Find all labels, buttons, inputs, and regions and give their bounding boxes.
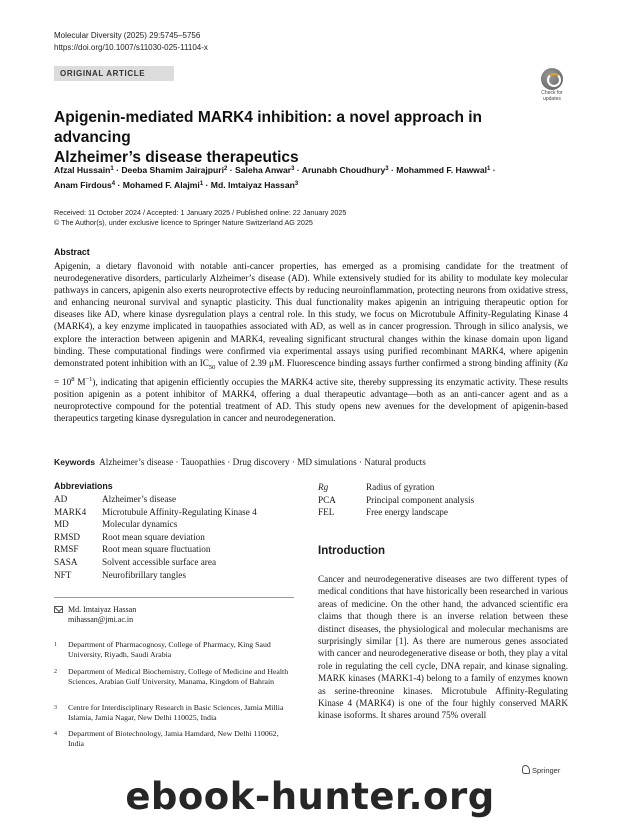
abbreviations-list-left bbox=[54, 493, 257, 581]
abbreviation-row: Rg Radius of gyration bbox=[318, 482, 435, 492]
check-badge-line1: Check for bbox=[541, 90, 563, 96]
keywords-list: Alzheimer’s disease · Tauopathies · Drug discovery · MD simulations · Natural products bbox=[99, 457, 426, 467]
envelope-icon bbox=[54, 606, 63, 613]
author-list: Afzal Hussain$^1$ · Deeba Shamim Jairajpuri$^2$ · Saleha Anwar$^3$ · Arunabh Choudhury$^3$ · Mohammed F. Hawwal$^1$ · Anam Firdous$^4$ · Mohamed F. Alajmi$^1$ · Md. Imtaiyaz Hassan$^3$ bbox=[54, 165, 496, 190]
publisher-name: Springer bbox=[532, 766, 561, 775]
affiliation: 2 Department of Medical Biochemistry, College of Medicine and Health Sciences, Arabian Gulf University, Manama, Kingdom of Bahrain bbox=[54, 667, 289, 686]
journal-citation: Molecular Diversity (2025) 29:5745–5756 bbox=[54, 31, 201, 40]
corresponding-author-email[interactable]: mihassan@jmi.ac.in bbox=[68, 615, 134, 624]
author[interactable]: Anam Firdous$^4$ bbox=[54, 180, 116, 190]
abstract-heading: Abstract bbox=[54, 247, 90, 257]
author[interactable]: Mohammed F. Hawwal$^1$ bbox=[396, 165, 491, 175]
author[interactable]: Mohamed F. Alajmi$^1$ bbox=[122, 180, 204, 190]
author[interactable]: Saleha Anwar$^3$ bbox=[235, 165, 295, 175]
check-for-updates-icon bbox=[541, 68, 563, 90]
author[interactable]: Afzal Hussain$^1$ bbox=[54, 165, 114, 175]
abbreviation-row: NFT Neurofibrillary tangles bbox=[54, 569, 186, 580]
introduction-body: Cancer and neurodegenerative diseases are two different types of medical conditions that have historically been researched in various areas of medicine. On the other hand, the advanced scientific era claims that though there is an inverse relation between these distinct diseases, the physiological and molecular mechanisms are surprisingly similar [1]. As there are numerous genes associated with cancer and neurodegenerative disease or both, they play a vital role in regulating the cell cycle, DNA repair, and kinase signaling. MARK kinases (MARK1-4) belong to a family of enzymes known as serine-threonine kinases. Microtubule Affinity-Regulating Kinase 4 (MARK4) is one of the four highly conserved MARK kinase isoforms. It shares around 75% overall bbox=[318, 574, 568, 721]
article-title bbox=[54, 108, 554, 168]
abbreviation-row: MARK4 Microtubule Affinity-Regulating Kinase 4 bbox=[54, 506, 257, 517]
affiliation: 1 Department of Pharmacognosy, College of Pharmacy, King Saud University, Riyadh, Saudi Arabia bbox=[54, 640, 271, 659]
footnote-divider bbox=[54, 597, 294, 598]
abbreviation-row: RMSD Root mean square deviation bbox=[54, 531, 205, 542]
abstract-body: Apigenin, a dietary flavonoid with notable anti-cancer properties, has emerged as a promising candidate for the treatment of neurodegenerative disorders, particularly Alzheimer’s disease (AD). While extensively studied for its ability to modulate key molecular pathways in cancers, apigenin also exerts neuroprotective effects by reducing neuroinflammation, protecting neurons from oxidative stress, and enhancing neuronal survival and synaptic plasticity. This dual functionality makes apigenin an intriguing therapeutic option for diseases like AD, where kinase dysregulation plays a central role. In this study, we focus on Microtubule Affinity-Regulating Kinase 4 (MARK4), a key enzyme implicated in tauopathies associated with AD, as well as in cancer progression. Through in silico analysis, we explore the interaction between apigenin and MARK4, revealing significant structural changes within the kinase domain upon ligand binding. These computational findings were confirmed via experimental assays using purified recombinant MARK4, where apigenin demonstrated potent inhibition with an $IC_{50}$ value of 2.39 μM. Fluorescence binding assays further confirmed a strong binding affinity ($Ka = 10^8$ $M^{-1}$), indicating that apigenin efficiently occupies the MARK4 active site, thereby suppressing its enzymatic activity. These results position apigenin as a potent inhibitor of MARK4, offering a dual therapeutic advantage—both as an anti-cancer agent and as a neuroprotective compound for the potential treatment of AD. This study opens new avenues for the development of apigenin-based therapeutics targeting kinase dysregulation in cancer and neurodegeneration. bbox=[54, 261, 569, 424]
affiliation: 3 Centre for Interdisciplinary Research in Basic Sciences, Jamia Millia Islamia, Jamia Nagar, New Delhi 110025, India bbox=[54, 703, 284, 722]
keywords bbox=[54, 456, 568, 468]
springer-horse-icon bbox=[522, 765, 530, 774]
publisher-logo bbox=[522, 765, 560, 775]
author[interactable]: Deeba Shamim Jairajpuri$^2$ bbox=[121, 165, 228, 175]
author[interactable]: Arunabh Choudhury$^3$ bbox=[301, 165, 389, 175]
abbreviation-row: RMSF Root mean square fluctuation bbox=[54, 544, 211, 555]
article-type-label: ORIGINAL ARTICLE bbox=[54, 66, 174, 81]
journal-header bbox=[54, 30, 208, 54]
abbreviations-heading: Abbreviations bbox=[54, 481, 113, 491]
keywords-heading: Keywords bbox=[54, 457, 96, 467]
abbreviations-list-right bbox=[318, 481, 474, 519]
affiliation: 4 Department of Biotechnology, Jamia Hamdard, New Delhi 110062, India bbox=[54, 729, 279, 748]
check-badge-line2: updates bbox=[543, 96, 561, 102]
introduction-heading: Introduction bbox=[318, 545, 386, 557]
doi-link[interactable]: https://doi.org/10.1007/s11030-025-11104-x bbox=[54, 43, 208, 52]
received-accepted-published: Received: 11 October 2024 / Accepted: 1 January 2025 / Published online: 22 January 2025 bbox=[54, 208, 347, 217]
publication-dates bbox=[54, 208, 346, 228]
title-line-2: Alzheimer’s disease therapeutics bbox=[54, 149, 299, 166]
copyright-line: © The Author(s), under exclusive licence to Springer Nature Switzerland AG 2025 bbox=[54, 218, 313, 227]
watermark: ebook-hunter.org bbox=[125, 775, 495, 818]
author[interactable]: Md. Imtaiyaz Hassan$^3$ bbox=[210, 180, 299, 190]
abbreviation-row: MD Molecular dynamics bbox=[54, 519, 178, 530]
check-for-updates-badge[interactable] bbox=[538, 68, 566, 102]
abbreviation-row: FEL Free energy landscape bbox=[318, 507, 448, 518]
corresponding-author bbox=[54, 605, 136, 625]
title-line-1: Apigenin-mediated MARK4 inhibition: a novel approach in advancing bbox=[54, 109, 482, 146]
abbreviation-row: PCA Principal component analysis bbox=[318, 494, 475, 505]
abbreviation-row: SASA Solvent accessible surface area bbox=[54, 556, 217, 567]
corresponding-author-name: Md. Imtaiyaz Hassan bbox=[68, 605, 137, 614]
abbreviation-row: AD Alzheimer’s disease bbox=[54, 494, 177, 504]
